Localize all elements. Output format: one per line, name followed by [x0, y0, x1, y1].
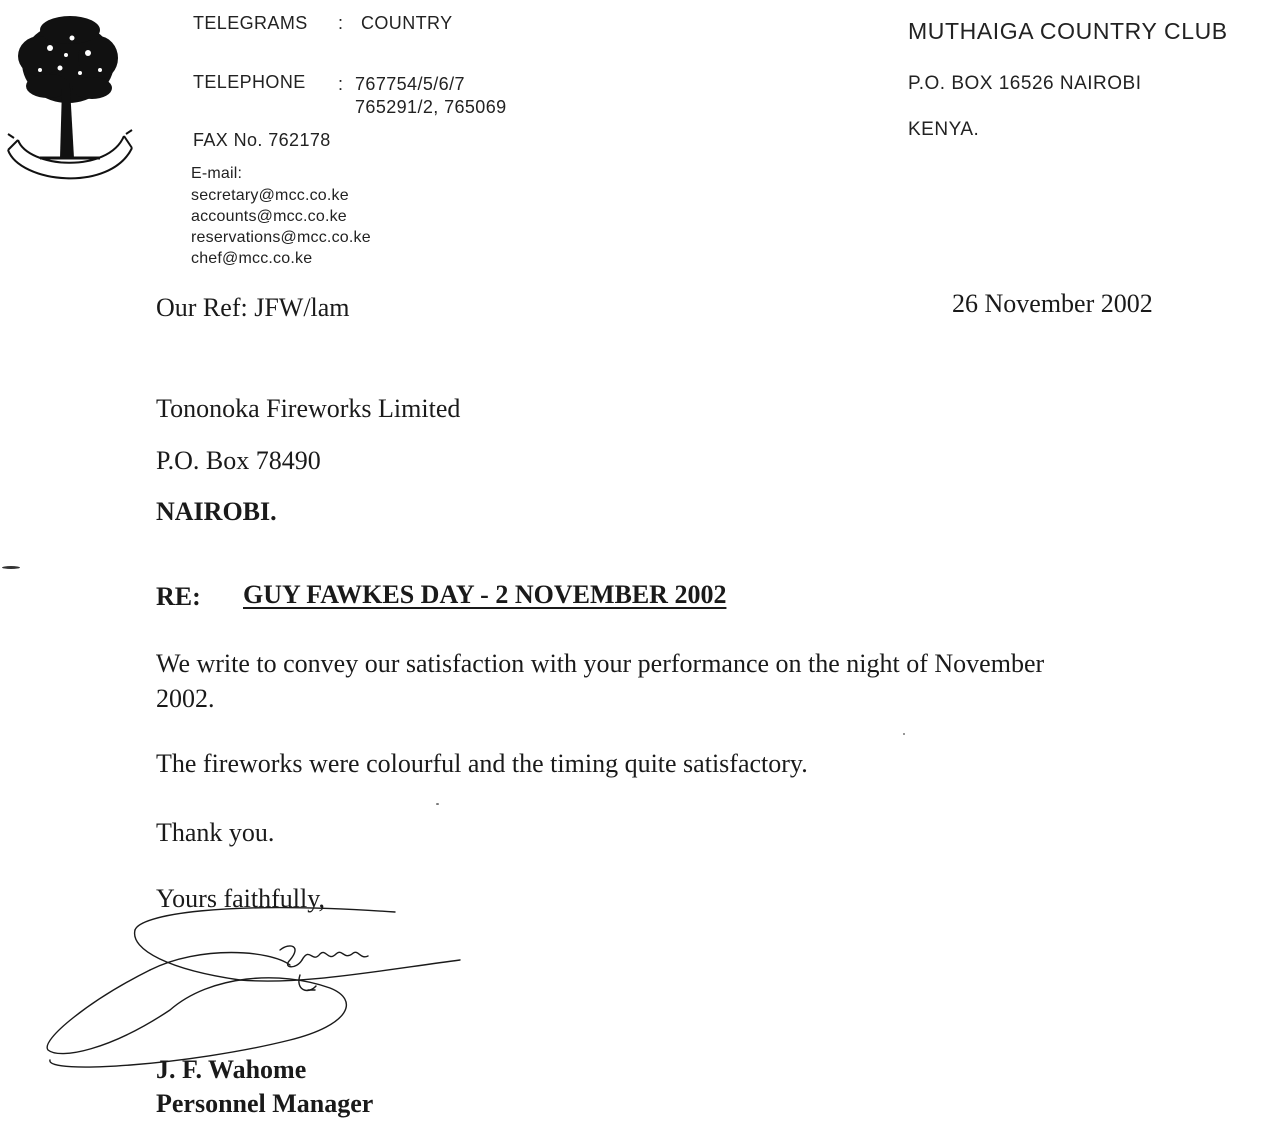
scan-edge-mark	[2, 566, 20, 569]
scan-speck	[903, 733, 905, 735]
signatory-title: Personnel Manager	[156, 1089, 374, 1118]
subject-line: GUY FAWKES DAY - 2 NOVEMBER 2002	[243, 580, 727, 609]
thanks-line: Thank you.	[156, 818, 275, 847]
club-po-box: P.O. BOX 16526 NAIROBI	[908, 73, 1142, 94]
email-label: E-mail:	[191, 165, 243, 182]
recipient-name: Tononoka Fireworks Limited	[156, 394, 461, 423]
telegrams-label: TELEGRAMS	[193, 13, 308, 33]
club-country: KENYA.	[908, 119, 980, 140]
club-crest-logo	[0, 8, 142, 198]
recipient-po-box: P.O. Box 78490	[156, 446, 321, 475]
telephone-separator: :	[338, 74, 344, 94]
email-secretary: secretary@mcc.co.ke	[191, 187, 349, 204]
letter-date: 26 November 2002	[952, 289, 1153, 318]
closing-line: Yours faithfully,	[156, 884, 326, 913]
recipient-city: NAIROBI.	[156, 497, 277, 526]
fax-number: FAX No. 762178	[193, 130, 331, 150]
email-chef: chef@mcc.co.ke	[191, 250, 313, 267]
telephone-label: TELEPHONE	[193, 72, 306, 92]
telegrams-separator: :	[338, 13, 344, 33]
paragraph-2: The fireworks were colourful and the timing quite satisfactory.	[156, 749, 808, 778]
handwritten-signature	[40, 890, 470, 1080]
scan-speck	[436, 803, 439, 805]
our-reference: Our Ref: JFW/lam	[156, 293, 350, 322]
email-accounts: accounts@mcc.co.ke	[191, 208, 347, 225]
signatory-name: J. F. Wahome	[156, 1055, 307, 1084]
telephone-line-2: 765291/2, 765069	[355, 97, 507, 117]
email-reservations: reservations@mcc.co.ke	[191, 229, 371, 246]
telegrams-value: COUNTRY	[361, 13, 453, 33]
paragraph-1-line-1: We write to convey our satisfaction with your performance on the night of November	[156, 649, 1045, 678]
re-label: RE:	[156, 582, 201, 611]
paragraph-1-line-2: 2002.	[156, 684, 215, 713]
telephone-line-1: 767754/5/6/7	[355, 74, 465, 94]
club-name: MUTHAIGA COUNTRY CLUB	[908, 18, 1228, 44]
